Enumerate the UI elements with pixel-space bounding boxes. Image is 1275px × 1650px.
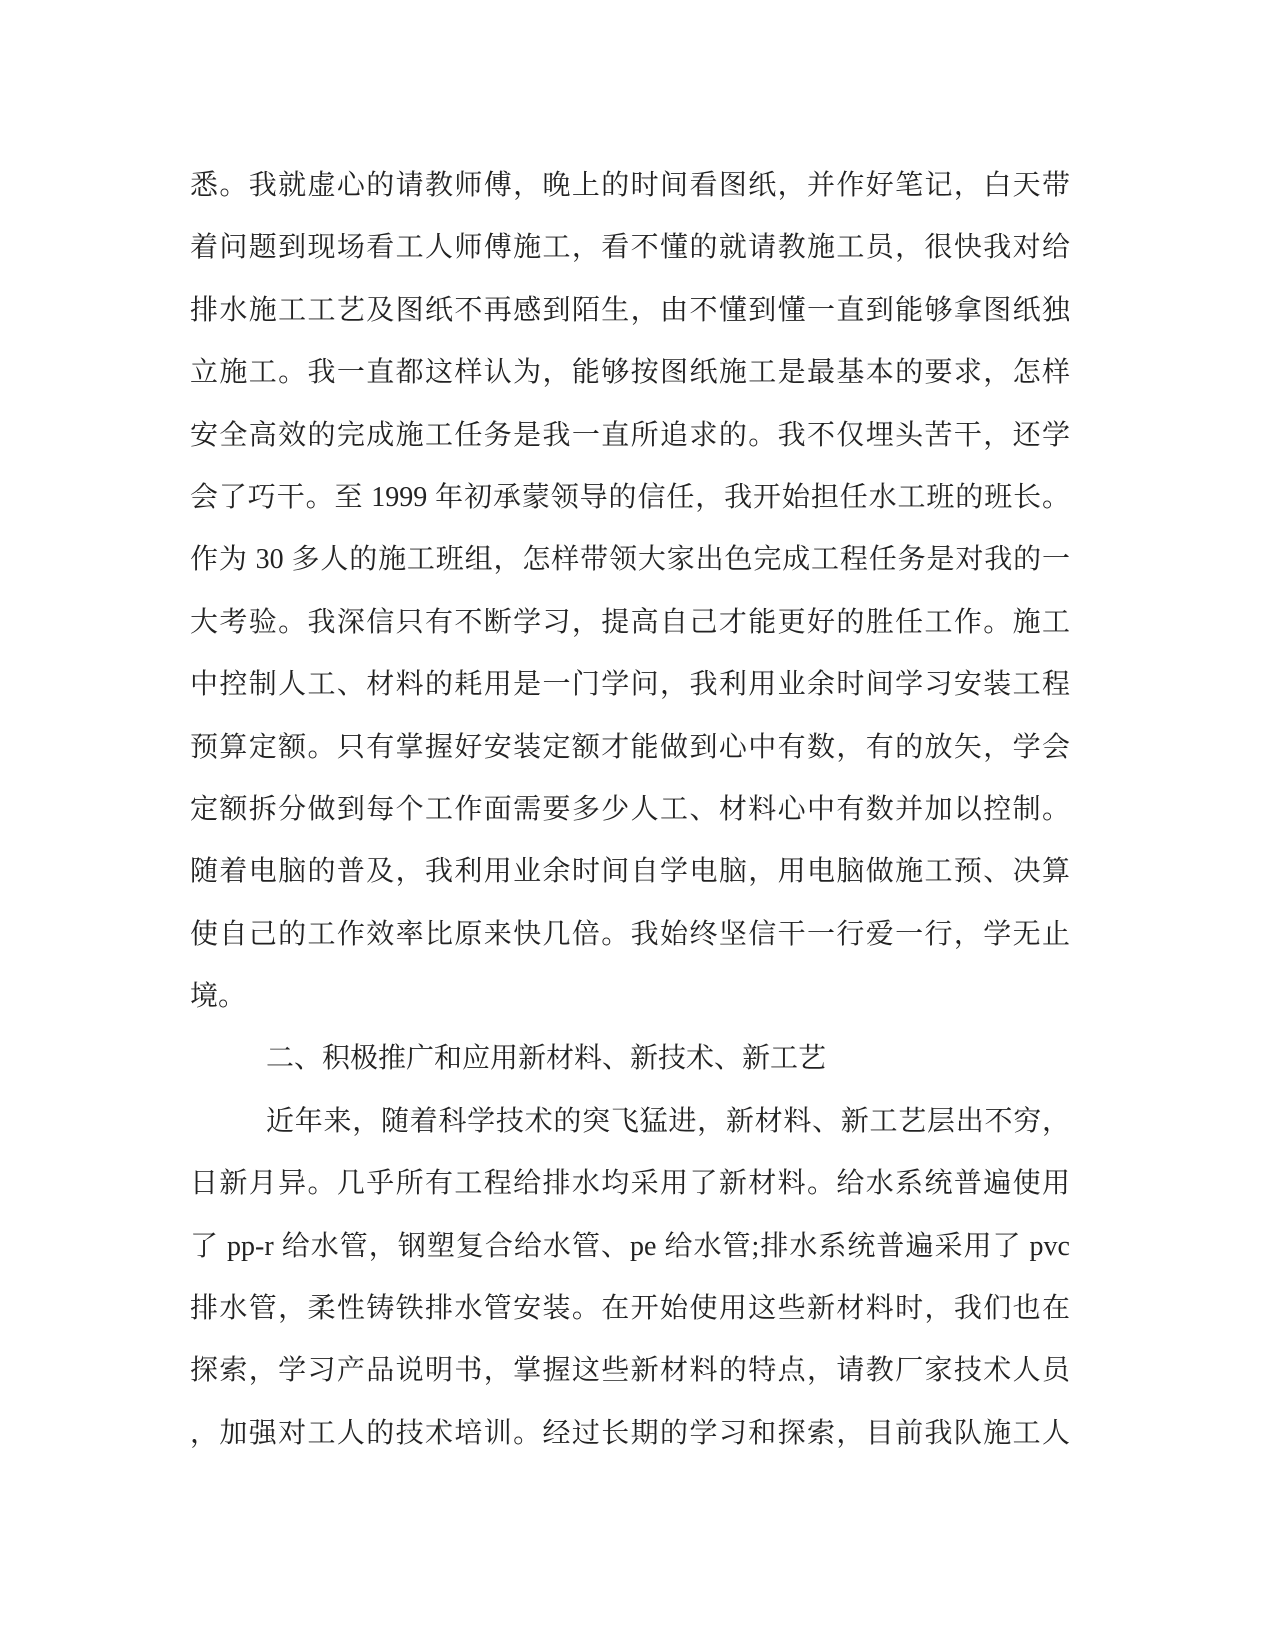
text-line: 中控制人工、材料的耗用是一门学问，我利用业余时间学习安装工程 — [190, 669, 1070, 701]
document-text-block — [190, 155, 1070, 1465]
text-line: 探索，学习产品说明书，掌握这些新材料的特点，请教厂家技术人员 — [190, 1355, 1070, 1387]
text-line: 日新月异。几乎所有工程给排水均采用了新材料。给水系统普遍使用 — [190, 1168, 1070, 1200]
text-line: 会了巧干。至 1999 年初承蒙领导的信任，我开始担任水工班的班长。 — [190, 481, 1070, 513]
section-heading: 二、积极推广和应用新材料、新技术、新工艺 — [266, 1043, 827, 1075]
text-line: 使自己的工作效率比原来快几倍。我始终坚信干一行爱一行，学无止 — [190, 918, 1070, 950]
text-line: 定额拆分做到每个工作面需要多少人工、材料心中有数并加以控制。 — [190, 793, 1070, 825]
text-line: 排水管，柔性铸铁排水管安装。在开始使用这些新材料时，我们也在 — [190, 1293, 1070, 1325]
text-line: 近年来，随着科学技术的突飞猛进，新材料、新工艺层出不穷， — [266, 1105, 1070, 1137]
text-line: 安全高效的完成施工任务是我一直所追求的。我不仅埋头苦干，还学 — [190, 419, 1070, 451]
text-line: 立施工。我一直都这样认为，能够按图纸施工是最基本的要求，怎样 — [190, 357, 1070, 389]
text-line: 着问题到现场看工人师傅施工，看不懂的就请教施工员，很快我对给 — [190, 232, 1070, 264]
text-line: 排水施工工艺及图纸不再感到陌生，由不懂到懂一直到能够拿图纸独 — [190, 294, 1070, 326]
text-line: 大考验。我深信只有不断学习，提高自己才能更好的胜任工作。施工 — [190, 606, 1070, 638]
text-line: 了 pp-r 给水管，钢塑复合给水管、pe 给水管;排水系统普遍采用了 pvc — [190, 1230, 1070, 1262]
text-line: ，加强对工人的技术培训。经过长期的学习和探索，目前我队施工人 — [190, 1417, 1070, 1449]
text-line: 随着电脑的普及，我利用业余时间自学电脑，用电脑做施工预、决算 — [190, 856, 1070, 888]
text-line: 境。 — [190, 981, 247, 1013]
text-line: 悉。我就虚心的请教师傅，晚上的时间看图纸，并作好笔记，白天带 — [190, 170, 1070, 201]
text-line: 预算定额。只有掌握好安装定额才能做到心中有数，有的放矢，学会 — [190, 731, 1070, 763]
text-line: 作为 30 多人的施工班组，怎样带领大家出色完成工程任务是对我的一 — [190, 544, 1070, 576]
